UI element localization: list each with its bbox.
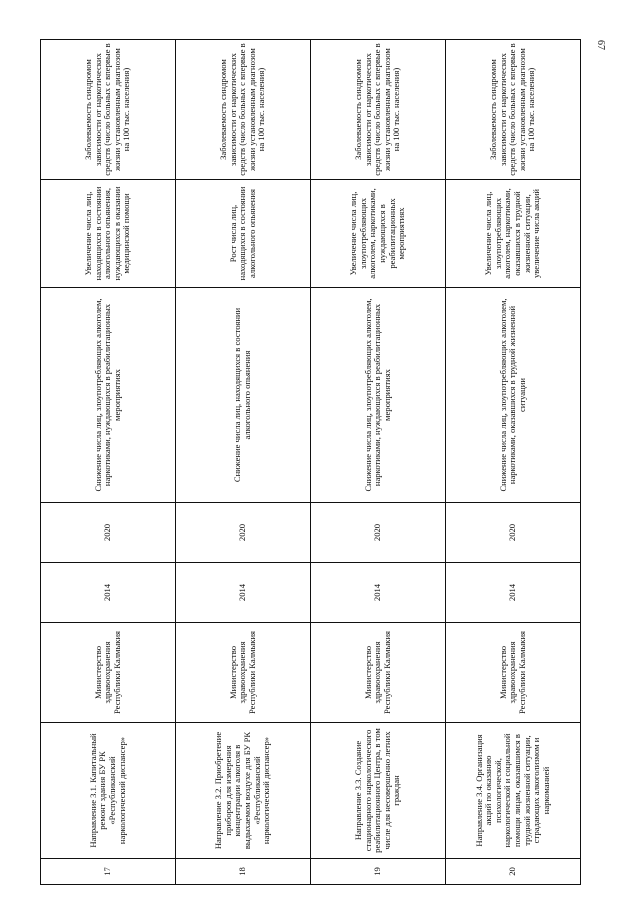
row-number: 20 [446, 859, 581, 885]
executor-cell: Министерство здравоохранения Республики Калмыкия [446, 623, 581, 723]
risk-cell: Рост числа лиц, находящихся в состоянии алкогольного опьянения [176, 180, 311, 288]
executor-cell: Министерство здравоохранения Республики Калмыкия [176, 623, 311, 723]
row-number: 19 [311, 859, 446, 885]
risk-cell: Увеличение числа лиц, злоупотребляющих алкоголем, наркотиками, нуждающихся в реабилитационных мероприятиях [311, 180, 446, 288]
start-year-cell: 2014 [41, 563, 176, 623]
table-row [41, 40, 176, 885]
indicator-cell: Заболеваемость синдромом зависимости от наркотических средств (число больных с впервые в жизни установленным диагнозом на 100 тыс. населения) [41, 40, 176, 180]
indicator-cell: Заболеваемость синдромом зависимости от наркотических средств (число больных с впервые в жизни установленным диагнозом на 100 тыс. населения) [311, 40, 446, 180]
table-row [176, 40, 311, 885]
direction-cell: Направление 3.2. Приобретение приборов для измерения концентрации алкоголя в выдыхаемом воздухе для БУ РК «Республиканский наркологический диспансер» [176, 723, 311, 859]
start-year-cell: 2014 [176, 563, 311, 623]
row-number: 17 [41, 859, 176, 885]
program-measures-table [40, 39, 581, 885]
end-year-cell: 2020 [446, 503, 581, 563]
expected-result-cell: Снижение числа лиц, злоупотребляющих алкоголем, наркотиками, оказавшихся в трудной жизненной ситуации [446, 288, 581, 503]
expected-result-cell: Снижение числа лиц, злоупотребляющих алкоголем, наркотиками, нуждающихся в реабилитационных мероприятиях [311, 288, 446, 503]
risk-cell: Увеличение числа лиц, находящихся в состоянии алкогольного опьянения, нуждающихся в оказании медицинской помощи [41, 180, 176, 288]
end-year-cell: 2020 [176, 503, 311, 563]
table-row [446, 40, 581, 885]
risk-cell: Увеличение числа лиц, злоупотребляющих алкоголем, наркотиками, оказавшихся в трудной жизненной ситуации, увеличение числа акций [446, 180, 581, 288]
page-number: 67 [595, 40, 606, 50]
end-year-cell: 2020 [311, 503, 446, 563]
direction-cell: Направление 3.3. Создание стационарного наркологического реабилитационного Центра, в том числе для несовершенно летних граждан [311, 723, 446, 859]
executor-cell: Министерство здравоохранения Республики Калмыкия [311, 623, 446, 723]
expected-result-cell: Снижение числа лиц, находящихся в состоянии алкогольного опьянения [176, 288, 311, 503]
direction-cell: Направление 3.4. Организация акций по оказанию психологической, наркологической и социальной помощи лицам, оказавшимся в трудной жизненной ситуации, страдающих алкоголизмом и наркоманией [446, 723, 581, 859]
direction-cell: Направление 3.1. Капитальный ремонт здания БУ РК «Республиканский наркологический диспансер» [41, 723, 176, 859]
expected-result-cell: Снижение числа лиц, злоупотребляющих алкоголем, наркотиками, нуждающихся в реабилитационных мероприятиях [41, 288, 176, 503]
start-year-cell: 2014 [446, 563, 581, 623]
executor-cell: Министерство здравоохранения Республики Калмыкия [41, 623, 176, 723]
row-number: 18 [176, 859, 311, 885]
end-year-cell: 2020 [41, 503, 176, 563]
indicator-cell: Заболеваемость синдромом зависимости от наркотических средств (число больных с впервые в жизни установленным диагнозом на 100 тыс. населения) [446, 40, 581, 180]
table-row [311, 40, 446, 885]
rotated-table-wrapper [40, 40, 580, 885]
indicator-cell: Заболеваемость синдромом зависимости от наркотических средств (число больных с впервые в жизни установленным диагнозом на 100 тыс. населения) [176, 40, 311, 180]
start-year-cell: 2014 [311, 563, 446, 623]
